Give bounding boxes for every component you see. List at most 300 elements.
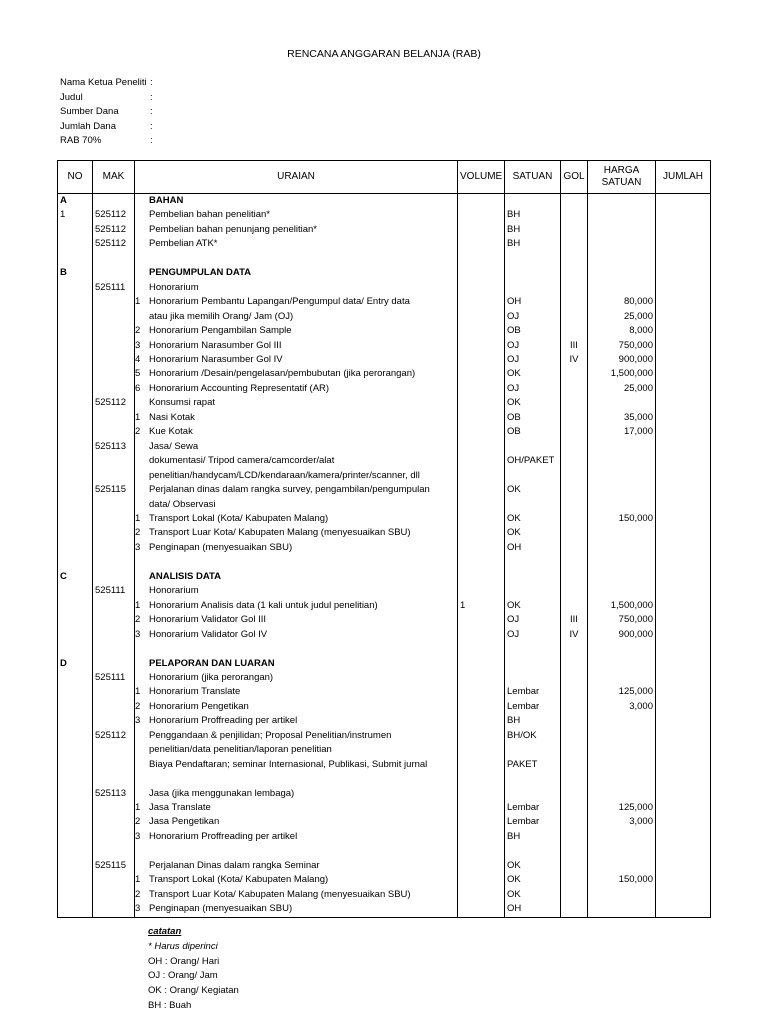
table-row — [58, 570, 711, 584]
cell-harga — [588, 555, 656, 569]
notes-item: OH : Orang/ Hari — [148, 955, 220, 967]
cell-subno: 4 — [135, 353, 141, 365]
cell-gol — [561, 700, 588, 714]
cell-volume — [458, 801, 505, 815]
cell-uraian — [135, 902, 458, 917]
cell-gol — [561, 498, 588, 512]
cell-mak — [93, 425, 135, 439]
table-row — [58, 613, 711, 627]
cell-uraian — [135, 613, 458, 627]
cell-uraian-text: Honorarium — [149, 281, 199, 293]
cell-jumlah — [656, 555, 711, 569]
meta-row — [60, 105, 160, 120]
cell-no — [58, 801, 93, 815]
cell-gol — [561, 208, 588, 222]
cell-no — [58, 295, 93, 309]
cell-gol: III — [561, 613, 588, 627]
cell-no: A — [58, 194, 93, 209]
notes-block — [148, 925, 239, 1014]
cell-volume — [458, 685, 505, 699]
cell-mak — [93, 310, 135, 324]
cell-volume — [458, 830, 505, 844]
cell-jumlah — [656, 599, 711, 613]
cell-satuan: OK — [505, 526, 561, 540]
cell-jumlah — [656, 541, 711, 555]
cell-satuan — [505, 281, 561, 295]
cell-gol — [561, 266, 588, 280]
cell-satuan — [505, 743, 561, 757]
cell-subno: 5 — [135, 368, 141, 380]
table-row — [58, 801, 711, 815]
table-row — [58, 714, 711, 728]
cell-no — [58, 888, 93, 902]
cell-uraian-text: Penginapan (menyesuaikan SBU) — [149, 541, 293, 553]
cell-no — [58, 729, 93, 743]
cell-uraian — [135, 570, 458, 584]
meta-colon: : — [150, 120, 153, 132]
table-row — [58, 411, 711, 425]
cell-uraian — [135, 526, 458, 540]
cell-no — [58, 526, 93, 540]
cell-uraian — [135, 512, 458, 526]
table-row — [58, 873, 711, 887]
cell-mak: 525113 — [93, 440, 135, 454]
cell-uraian-text: Honorarium Pengetikan — [149, 700, 249, 712]
meta-label: Sumber Dana — [60, 106, 119, 117]
cell-no — [58, 339, 93, 353]
cell-uraian-text: Jasa/ Sewa — [149, 440, 199, 452]
meta-colon: : — [150, 77, 153, 88]
cell-uraian-text: PELAPORAN DAN LUARAN — [149, 657, 275, 669]
cell-jumlah — [656, 830, 711, 844]
cell-no — [58, 411, 93, 425]
cell-harga — [588, 844, 656, 858]
table-row — [58, 396, 711, 410]
document-title: RENCANA ANGGARAN BELANJA (RAB) — [287, 48, 481, 60]
cell-harga — [588, 237, 656, 251]
table-row — [58, 382, 711, 396]
table-row — [58, 353, 711, 367]
cell-satuan — [505, 570, 561, 584]
cell-jumlah — [656, 628, 711, 642]
cell-satuan: OK — [505, 873, 561, 887]
cell-mak: 525112 — [93, 208, 135, 222]
cell-uraian-text: Pembelian ATK* — [149, 238, 218, 250]
cell-harga — [588, 772, 656, 786]
cell-harga — [588, 396, 656, 410]
table-row — [58, 584, 711, 598]
cell-jumlah — [656, 310, 711, 324]
cell-jumlah — [656, 700, 711, 714]
cell-volume — [458, 353, 505, 367]
table-row — [58, 888, 711, 902]
cell-satuan: OB — [505, 411, 561, 425]
cell-harga — [588, 743, 656, 757]
cell-mak — [93, 642, 135, 656]
table-row — [58, 729, 711, 743]
cell-uraian-text: penelitian/data penelitian/laporan penelitian — [149, 744, 332, 756]
cell-satuan: OK — [505, 512, 561, 526]
cell-uraian-text: Biaya Pendaftaran; seminar Internasional, Publikasi, Submit jurnal — [149, 758, 428, 770]
cell-mak — [93, 700, 135, 714]
cell-no: D — [58, 657, 93, 671]
cell-gol: IV — [561, 353, 588, 367]
cell-jumlah — [656, 396, 711, 410]
cell-gol — [561, 324, 588, 338]
cell-gol — [561, 411, 588, 425]
cell-jumlah — [656, 714, 711, 728]
cell-uraian — [135, 266, 458, 280]
meta-label: Jumlah Dana — [60, 120, 116, 132]
cell-jumlah — [656, 382, 711, 396]
cell-harga — [588, 223, 656, 237]
cell-gol — [561, 801, 588, 815]
cell-uraian — [135, 339, 458, 353]
cell-harga: 150,000 — [588, 512, 656, 526]
cell-no — [58, 844, 93, 858]
cell-volume — [458, 339, 505, 353]
cell-subno: 1 — [135, 599, 141, 611]
meta-label: RAB 70% — [60, 135, 102, 146]
cell-harga — [588, 266, 656, 280]
notes-item: OJ : Orang/ Jam — [148, 970, 218, 982]
cell-gol — [561, 237, 588, 251]
cell-uraian — [135, 208, 458, 222]
cell-gol — [561, 526, 588, 540]
cell-satuan: OH — [505, 902, 561, 917]
cell-no — [58, 642, 93, 656]
cell-jumlah — [656, 483, 711, 497]
budget-table — [57, 160, 711, 918]
cell-jumlah — [656, 295, 711, 309]
cell-subno: 3 — [135, 339, 141, 351]
cell-volume — [458, 859, 505, 873]
cell-uraian-text: ANALISIS DATA — [149, 570, 221, 582]
cell-uraian — [135, 194, 458, 209]
cell-no — [58, 873, 93, 887]
cell-harga — [588, 758, 656, 772]
table-row — [58, 223, 711, 237]
cell-mak — [93, 555, 135, 569]
cell-uraian-text: penelitian/handycam/LCD/kendaraan/kamera/printer/scanner, dll — [149, 469, 420, 481]
cell-jumlah — [656, 657, 711, 671]
cell-subno: 2 — [135, 888, 141, 900]
cell-harga — [588, 498, 656, 512]
table-row — [58, 859, 711, 873]
cell-uraian-text: Honorarium Accounting Representatif (AR) — [149, 382, 330, 394]
cell-volume — [458, 252, 505, 266]
cell-satuan: Lembar — [505, 801, 561, 815]
cell-gol — [561, 541, 588, 555]
cell-satuan: OK — [505, 888, 561, 902]
table-row — [58, 830, 711, 844]
cell-no — [58, 512, 93, 526]
cell-gol — [561, 194, 588, 209]
cell-gol — [561, 787, 588, 801]
cell-volume — [458, 526, 505, 540]
cell-gol — [561, 685, 588, 699]
cell-volume — [458, 483, 505, 497]
cell-uraian — [135, 628, 458, 642]
table-row — [58, 425, 711, 439]
cell-gol — [561, 469, 588, 483]
cell-gol — [561, 888, 588, 902]
cell-harga: 17,000 — [588, 425, 656, 439]
cell-satuan: OJ — [505, 353, 561, 367]
cell-satuan: BH — [505, 223, 561, 237]
cell-jumlah — [656, 339, 711, 353]
cell-jumlah — [656, 801, 711, 815]
cell-harga: 25,000 — [588, 382, 656, 396]
cell-satuan: OK — [505, 599, 561, 613]
cell-uraian — [135, 743, 458, 757]
table-row — [58, 281, 711, 295]
cell-uraian-text: PENGUMPULAN DATA — [149, 267, 252, 279]
cell-uraian-text: Transport Luar Kota/ Kabupaten Malang (menyesuaikan SBU) — [149, 888, 411, 900]
cell-gol — [561, 367, 588, 381]
cell-volume — [458, 194, 505, 209]
cell-mak — [93, 888, 135, 902]
cell-uraian-text: Penggandaan & penjilidan; Proposal Penelitian/instrumen — [149, 729, 392, 741]
cell-uraian-text: Honorarium Validator Gol IV — [149, 628, 268, 640]
cell-satuan — [505, 772, 561, 786]
cell-uraian-text: Konsumsi rapat — [149, 397, 216, 409]
cell-mak — [93, 526, 135, 540]
cell-no — [58, 310, 93, 324]
cell-no — [58, 396, 93, 410]
cell-subno: 3 — [135, 541, 141, 553]
cell-jumlah — [656, 772, 711, 786]
table-row — [58, 541, 711, 555]
cell-harga: 1,500,000 — [588, 599, 656, 613]
cell-jumlah — [656, 584, 711, 598]
table-row — [58, 772, 711, 786]
cell-harga — [588, 584, 656, 598]
table-row — [58, 700, 711, 714]
cell-uraian — [135, 454, 458, 468]
cell-uraian — [135, 310, 458, 324]
cell-harga: 3,000 — [588, 700, 656, 714]
cell-uraian — [135, 584, 458, 598]
cell-uraian — [135, 844, 458, 858]
cell-uraian — [135, 599, 458, 613]
cell-no — [58, 252, 93, 266]
table-row — [58, 743, 711, 757]
notes-heading: catatan — [148, 926, 182, 937]
cell-volume — [458, 873, 505, 887]
cell-subno: 3 — [135, 628, 141, 640]
meta-colon: : — [150, 91, 153, 103]
cell-satuan — [505, 194, 561, 209]
cell-satuan: OK — [505, 483, 561, 497]
cell-no — [58, 613, 93, 627]
cell-satuan: BH — [505, 237, 561, 251]
cell-gol — [561, 396, 588, 410]
cell-harga — [588, 440, 656, 454]
cell-volume — [458, 671, 505, 685]
cell-jumlah — [656, 367, 711, 381]
cell-uraian — [135, 469, 458, 483]
cell-gol: IV — [561, 628, 588, 642]
cell-harga — [588, 657, 656, 671]
cell-mak — [93, 324, 135, 338]
cell-uraian — [135, 671, 458, 685]
cell-uraian-text: Transport Lokal (Kota/ Kabupaten Malang) — [149, 874, 329, 886]
cell-no — [58, 671, 93, 685]
cell-satuan: OJ — [505, 310, 561, 324]
cell-harga — [588, 483, 656, 497]
cell-jumlah — [656, 281, 711, 295]
cell-jumlah — [656, 570, 711, 584]
cell-uraian — [135, 830, 458, 844]
cell-no — [58, 454, 93, 468]
cell-satuan: BH — [505, 830, 561, 844]
cell-no — [58, 743, 93, 757]
cell-no — [58, 714, 93, 728]
cell-gol — [561, 252, 588, 266]
cell-uraian-text: atau jika memilih Orang/ Jam (OJ) — [149, 310, 294, 322]
meta-label: Judul — [60, 91, 83, 103]
cell-satuan: OJ — [505, 382, 561, 396]
cell-volume — [458, 628, 505, 642]
cell-jumlah — [656, 266, 711, 280]
cell-no — [58, 830, 93, 844]
cell-volume — [458, 425, 505, 439]
cell-jumlah — [656, 613, 711, 627]
cell-gol — [561, 295, 588, 309]
cell-mak — [93, 411, 135, 425]
cell-harga — [588, 830, 656, 844]
cell-uraian — [135, 714, 458, 728]
cell-uraian-text: Honorarium Narasumber Gol III — [149, 339, 282, 351]
cell-gol — [561, 310, 588, 324]
meta-colon: : — [150, 135, 153, 146]
table-row — [58, 787, 711, 801]
cell-jumlah — [656, 873, 711, 887]
cell-harga — [588, 281, 656, 295]
cell-gol — [561, 671, 588, 685]
cell-volume — [458, 367, 505, 381]
cell-subno: 6 — [135, 382, 141, 394]
table-row — [58, 237, 711, 251]
cell-mak — [93, 613, 135, 627]
cell-no — [58, 700, 93, 714]
cell-satuan: OK — [505, 859, 561, 873]
cell-uraian — [135, 237, 458, 251]
cell-no — [58, 469, 93, 483]
cell-uraian — [135, 729, 458, 743]
cell-harga: 900,000 — [588, 628, 656, 642]
cell-uraian-text: Nasi Kotak — [149, 411, 195, 423]
cell-no — [58, 859, 93, 873]
cell-harga — [588, 729, 656, 743]
cell-volume — [458, 440, 505, 454]
cell-uraian-text: Honorarium Proffreading per artikel — [149, 715, 298, 727]
cell-mak — [93, 714, 135, 728]
cell-jumlah — [656, 888, 711, 902]
cell-harga: 25,000 — [588, 310, 656, 324]
cell-harga — [588, 902, 656, 917]
cell-no — [58, 324, 93, 338]
cell-harga: 1,500,000 — [588, 367, 656, 381]
cell-jumlah — [656, 237, 711, 251]
cell-satuan — [505, 671, 561, 685]
cell-mak — [93, 685, 135, 699]
cell-mak — [93, 339, 135, 353]
cell-mak: 525115 — [93, 859, 135, 873]
cell-jumlah — [656, 642, 711, 656]
cell-harga — [588, 526, 656, 540]
table-row — [58, 454, 711, 468]
cell-harga: 750,000 — [588, 339, 656, 353]
cell-no — [58, 237, 93, 251]
cell-volume — [458, 844, 505, 858]
cell-jumlah — [656, 425, 711, 439]
cell-gol — [561, 815, 588, 829]
header-volume: VOLUME — [458, 161, 505, 194]
cell-no — [58, 555, 93, 569]
cell-uraian-text: Penginapan (menyesuaikan SBU) — [149, 903, 293, 915]
cell-mak — [93, 570, 135, 584]
cell-volume — [458, 324, 505, 338]
cell-mak: 525111 — [93, 584, 135, 598]
cell-harga — [588, 671, 656, 685]
cell-jumlah — [656, 685, 711, 699]
table-row — [58, 671, 711, 685]
cell-no — [58, 425, 93, 439]
meta-block — [60, 76, 160, 149]
cell-mak — [93, 252, 135, 266]
cell-mak — [93, 902, 135, 917]
cell-no — [58, 772, 93, 786]
cell-mak — [93, 541, 135, 555]
cell-satuan: BH — [505, 208, 561, 222]
cell-uraian-text: Honorarium Analisis data (1 kali untuk judul penelitian) — [149, 599, 378, 611]
header-satuan: SATUAN — [505, 161, 561, 194]
cell-volume — [458, 815, 505, 829]
cell-uraian-text: Honorarium (jika perorangan) — [149, 671, 274, 683]
cell-satuan — [505, 555, 561, 569]
cell-uraian — [135, 281, 458, 295]
cell-volume — [458, 237, 505, 251]
cell-uraian — [135, 223, 458, 237]
cell-volume — [458, 469, 505, 483]
cell-subno: 1 — [135, 874, 141, 886]
cell-jumlah — [656, 526, 711, 540]
cell-uraian — [135, 815, 458, 829]
cell-jumlah — [656, 454, 711, 468]
table-row — [58, 469, 711, 483]
cell-satuan: OK — [505, 367, 561, 381]
cell-satuan: OH — [505, 295, 561, 309]
cell-satuan: OJ — [505, 613, 561, 627]
cell-harga — [588, 570, 656, 584]
cell-satuan — [505, 844, 561, 858]
cell-subno: 2 — [135, 614, 141, 626]
cell-uraian-text: Honorarium Translate — [149, 686, 241, 698]
cell-no — [58, 902, 93, 917]
cell-gol — [561, 758, 588, 772]
cell-mak — [93, 382, 135, 396]
cell-harga — [588, 469, 656, 483]
table-row — [58, 295, 711, 309]
table-row — [58, 758, 711, 772]
cell-harga: 125,000 — [588, 685, 656, 699]
cell-jumlah — [656, 469, 711, 483]
cell-volume — [458, 266, 505, 280]
meta-row — [60, 91, 160, 106]
cell-mak — [93, 758, 135, 772]
